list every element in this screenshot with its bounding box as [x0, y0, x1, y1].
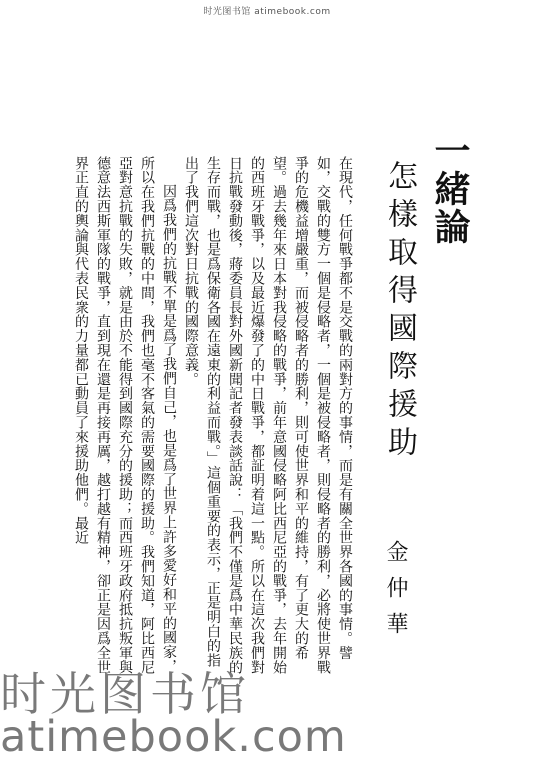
- watermark-chinese: 时光图书馆: [0, 667, 250, 721]
- site-header-text: 时光图书馆 atimebook.com: [203, 7, 331, 17]
- article-body: [73, 156, 356, 676]
- author-name: 金仲華: [383, 540, 408, 648]
- paragraph-1: 在現代，任何戰爭都不是交戰的兩對方的事情，而是有關全世界各國的事情。譬如，交戰的雙方一個是侵略者，一個是被侵略者，則侵略者的勝利，必將使世界戰爭的危機益增嚴重，而被侵略者的勝利，則可使世界和平的維持，有了更大的希望。過去幾年來日本對我侵略的戰爭，前年意國侵略阿比西尼亞的戰爭，去年開始的西班牙戰爭，以及最近爆發了的中日戰爭，都証明着這一點。所以在這次我們對日抗戰發動後，蔣委員長對外國新聞記者發表談話說：「我們不僅是爲中華民族的生存而戰，也是爲保衛各國在遠東的利益而戰。」這個重要的表示，正是明白的指出了我們這次對日抗戰的國際意義。: [183, 156, 353, 675]
- paragraph-2: 因爲我們的抗戰不單是爲了我們自己，也是爲了世界上許多愛好和平的國家，所以在我們抗戰的中間，我們也毫不客氣的需要國際的援助。我們知道，阿比西尼亞對意抗戰的失敗，就是由於不能得到國際充分的援助；而西班牙政府抵抗叛軍與德意法西斯軍隊的戰爭，直到現在還是再接再厲，越打越有精神，卻正是因爲全世界正直的輿論與代表民衆的力量都已動員了來援助他們。最近: [73, 156, 177, 675]
- book-page: [73, 120, 484, 680]
- article-title: 怎樣取得國際援助: [382, 160, 417, 464]
- watermark-url: atimebook.com: [0, 712, 347, 762]
- chapter-label: 一緒論: [429, 132, 471, 246]
